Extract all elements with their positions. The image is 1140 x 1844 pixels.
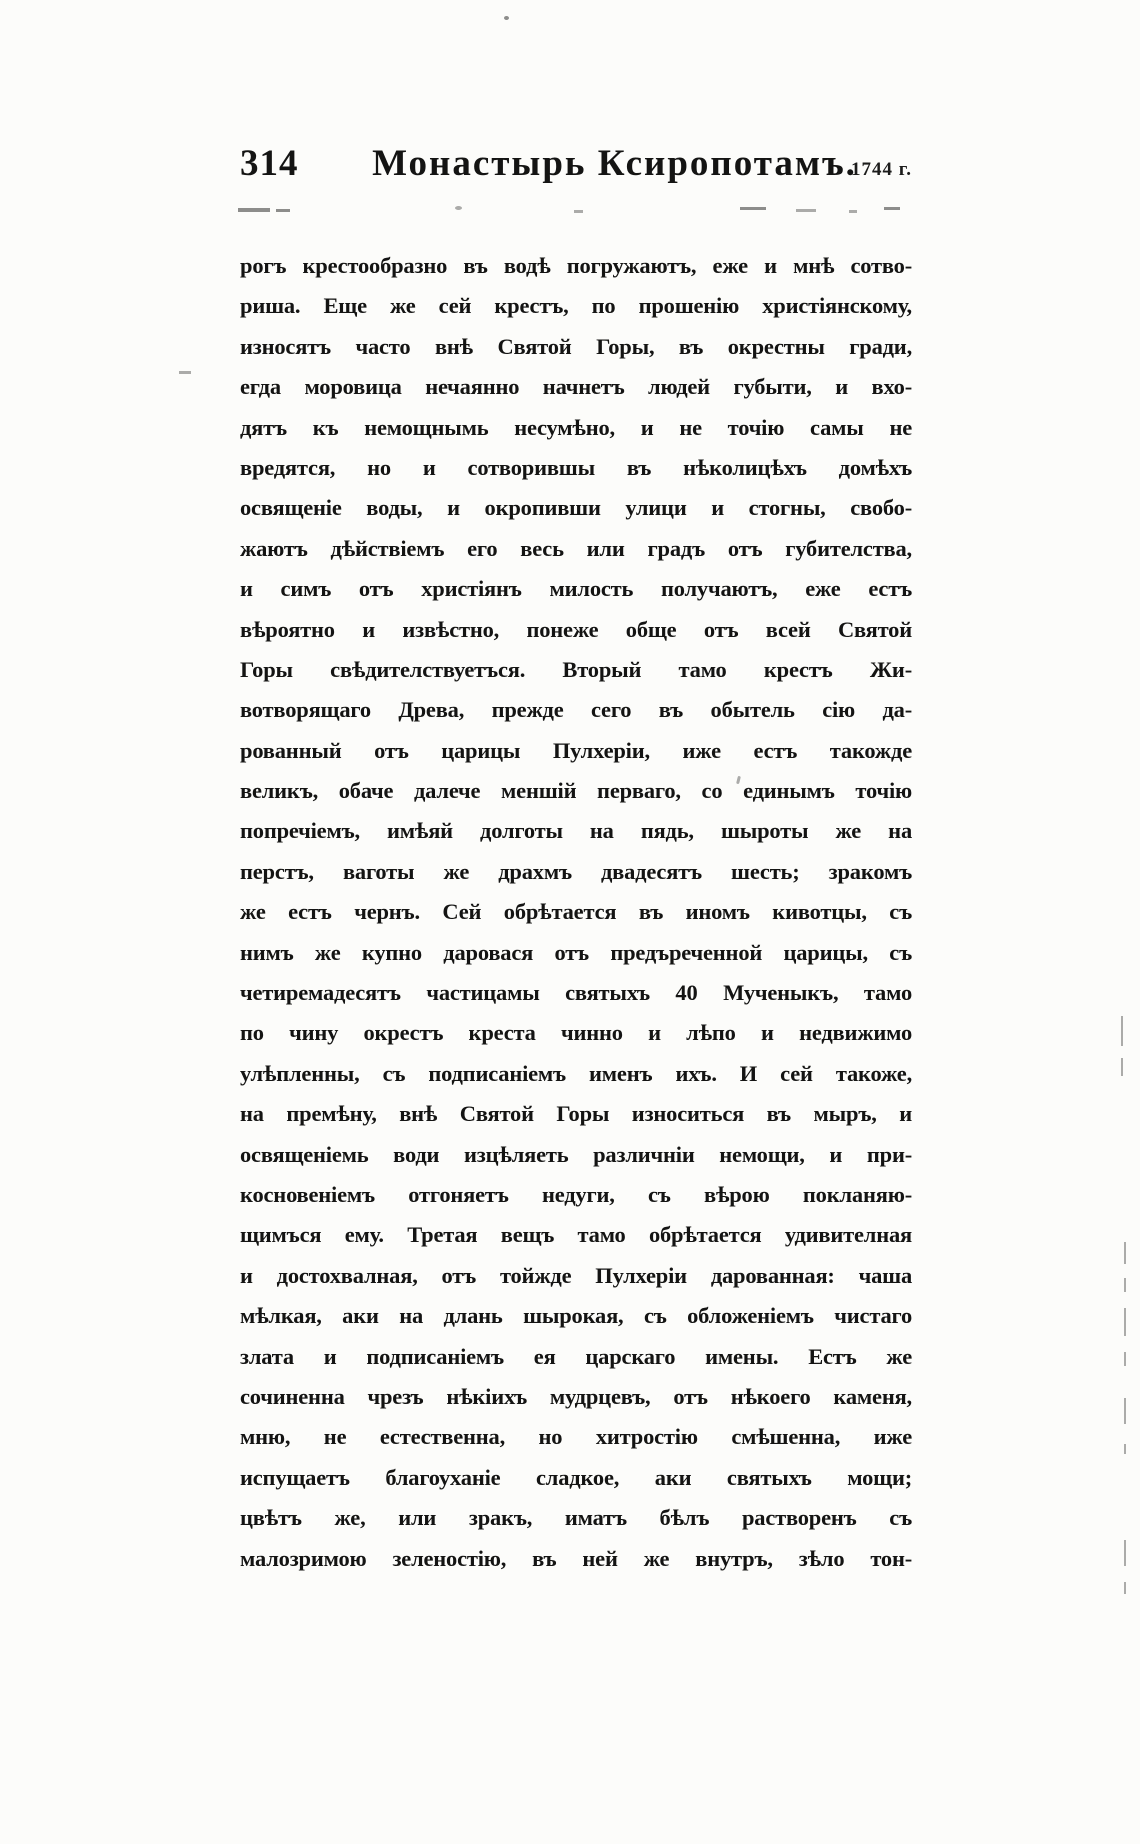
- scan-artifact-dash: [276, 209, 290, 212]
- text-line: улѣпленны, съ подписаніемъ именъ ихъ. И сей такоже,: [240, 1060, 912, 1086]
- scan-artifact-dash: [238, 208, 270, 212]
- page-header-year: 1744 г.: [851, 159, 912, 180]
- text-line: рованный отъ царицы Пулхеріи, иже естъ такожде: [240, 737, 912, 763]
- text-line: вредятся, но и сотворившы въ нѣколицѣхъ домѣхъ: [240, 454, 912, 480]
- text-line: косновеніемъ отгоняетъ недуги, съ вѣрою покланяю-: [240, 1181, 912, 1207]
- page-header-title: Монастырь Ксиропотамъ.: [372, 143, 857, 184]
- text-line: сочиненна чрезъ нѣкіихъ мудрцевъ, отъ нѣкоего каменя,: [240, 1383, 912, 1409]
- scan-artifact-vdash: [1121, 1058, 1123, 1076]
- text-line: дятъ къ немощнымь несумѣно, и не точію самы не: [240, 414, 912, 440]
- text-line: по чину окрестъ креста чинно и лѣпо и недвижимо: [240, 1020, 912, 1046]
- running-head: [240, 142, 912, 185]
- text-line: риша. Еще же сей крестъ, по прошенію христіянскому,: [240, 293, 912, 319]
- scan-artifact-dash: [849, 210, 857, 213]
- text-line: на премѣну, внѣ Святой Горы износиться въ мыръ, и: [240, 1101, 912, 1127]
- text-line: четиремадесятъ частицамы святыхъ 40 Мученыкъ, тамо: [240, 980, 912, 1006]
- text-line: мню, не естественна, но хитростію смѣшенна, иже: [240, 1424, 912, 1450]
- page-number: 314: [240, 143, 299, 184]
- text-line: малозримою зеленостію, въ ней же внутръ, зѣло тон-: [240, 1545, 912, 1571]
- body-text: [240, 246, 912, 1579]
- scan-artifact-vdash: [1124, 1582, 1126, 1594]
- text-line: попречіемъ, имѣяй долготы на пядь, шыроты же на: [240, 818, 912, 844]
- text-line: нимъ же купно даровася отъ предъреченной царицы, съ: [240, 939, 912, 965]
- text-line: освященіемь води изцѣляеть различніи немощи, и при-: [240, 1141, 912, 1167]
- text-line: рогъ крестообразно въ водѣ погружаютъ, еже и мнѣ сотво-: [240, 253, 912, 278]
- text-line: злата и подписаніемъ ея царскаго имены. Естъ же: [240, 1343, 912, 1369]
- scan-artifact-vdash: [1124, 1278, 1126, 1292]
- scan-artifact-vdash: [1124, 1352, 1126, 1366]
- text-line: износятъ часто внѣ Святой Горы, въ окрестны гради,: [240, 333, 912, 359]
- scan-artifact-vdash: [1124, 1444, 1126, 1454]
- text-line: егда моровица нечаянно начнетъ людей губыти, и вхо-: [240, 374, 912, 400]
- scan-artifact-vdash: [1124, 1398, 1126, 1424]
- text-line: вотворящаго Древа, прежде сего въ обытель сію да-: [240, 697, 912, 723]
- text-line: великъ, обаче далече меншій перваго, со единымъ точію: [240, 778, 912, 804]
- scan-artifact-dash: [574, 210, 583, 213]
- scan-artifact-dot: [455, 206, 462, 210]
- scan-artifact-vdash: [1121, 1016, 1123, 1046]
- scan-artifact-dot: [504, 16, 509, 20]
- scan-artifact-dash: [740, 207, 766, 210]
- text-line: освященіе воды, и окропивши улици и стогны, свобо-: [240, 495, 912, 521]
- scan-artifact-dash: [884, 207, 900, 210]
- text-line: цвѣтъ же, или зракъ, иматъ бѣлъ растворенъ съ: [240, 1505, 912, 1531]
- text-line: жаютъ дѣйствіемъ его весь или градъ отъ губителства,: [240, 535, 912, 561]
- text-line: перстъ, ваготы же драхмъ двадесятъ шесть; зракомъ: [240, 858, 912, 884]
- text-line: Горы свѣдителствуетъся. Вторый тамо крестъ Жи-: [240, 656, 912, 682]
- scan-artifact-dash: [796, 209, 816, 212]
- text-line: вѣроятно и извѣстно, понеже обще отъ всей Святой: [240, 616, 912, 642]
- text-line: же естъ чернъ. Сей обрѣтается въ иномъ кивотцы, съ: [240, 899, 912, 925]
- scan-artifact-vdash: [1124, 1242, 1126, 1264]
- scan-artifact-dash: [179, 371, 191, 374]
- text-line: щимъся ему. Третая вещъ тамо обрѣтается удивителная: [240, 1222, 912, 1248]
- text-line: мѣлкая, аки на длань шырокая, съ обложеніемъ чистаго: [240, 1303, 912, 1329]
- text-line: испущаетъ благоуханіе сладкое, аки святыхъ мощи;: [240, 1464, 912, 1490]
- text-line: и достохвалная, отъ тойжде Пулхеріи дарованная: чаша: [240, 1262, 912, 1288]
- scan-artifact-vdash: [1124, 1540, 1126, 1566]
- text-line: и симъ отъ христіянъ милость получаютъ, еже естъ: [240, 576, 912, 602]
- scan-artifact-vdash: [1124, 1308, 1126, 1336]
